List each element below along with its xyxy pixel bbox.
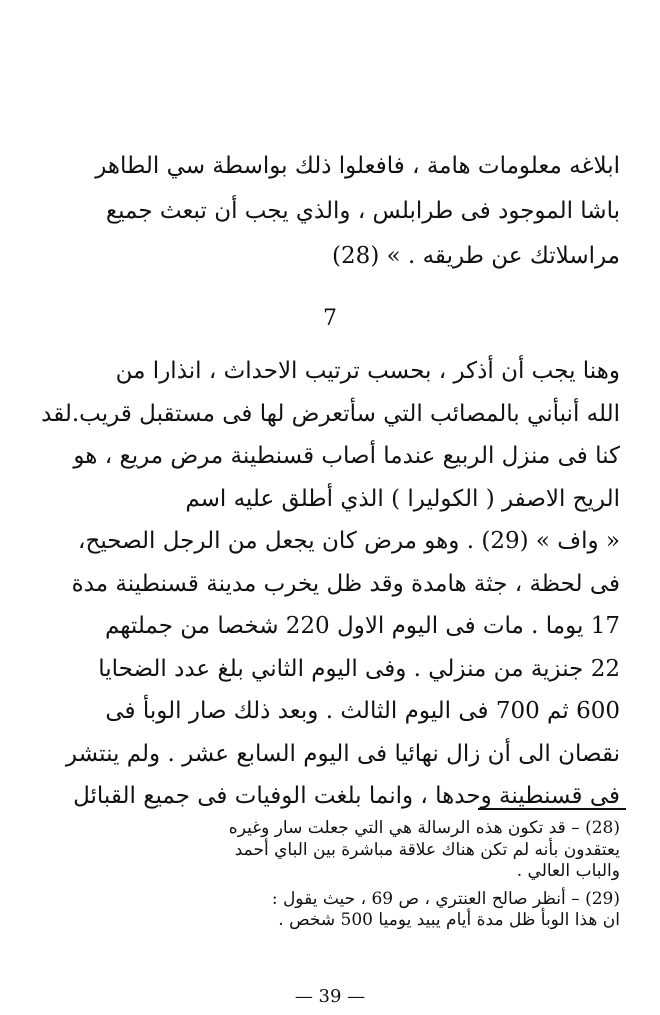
paragraph-section-7 — [41, 350, 620, 818]
text-line: الريح الاصفر ( الكوليرا ) الذي أطلق عليه اسم — [185, 485, 620, 512]
footnote-line: والباب العالي . — [516, 861, 620, 881]
text-line: الله أنبأني بالمصائب التي سأتعرض لها فى مستقبل قريب.لقد — [41, 400, 620, 427]
text-line: 22 جنزية من منزلي . وفى اليوم الثاني بلغ عدد الضحايا — [98, 655, 620, 682]
text-line: مراسلاتك عن طريقه . » (28) — [332, 243, 620, 269]
text-line: 600 ثم 700 فى اليوم الثالث . وبعد ذلك صار الوبأ فى — [105, 698, 620, 724]
text-line: باشا الموجود فى طرابلس ، والذي يجب أن تبعث جميع — [105, 198, 620, 224]
paragraph-continued — [95, 144, 620, 279]
text-line: « واف » (29) . وهو مرض كان يجعل من الرجل الصحيح، — [78, 528, 620, 554]
footnote-29 — [115, 889, 620, 932]
text-line: فى قسنطينة وحدها ، وانما بلغت الوفيات فى جميع القبائل — [73, 783, 620, 809]
text-line: كنا فى منزل الربيع عندما أصاب قسنطينة مرض مريع ، هو — [73, 443, 620, 469]
footnote-line: (29) – أنظر صالح العنتري ، ص 69 ، حيث يقول : — [271, 888, 620, 909]
footnote-28 — [115, 818, 620, 883]
text-line: فى لحظة ، جثة هامدة وقد ظل يخرب مدينة قسنطينة مدة — [71, 570, 620, 597]
footnotes — [115, 818, 620, 938]
text-line: ابلاغه معلومات هامة ، فافعلوا ذلك بواسطة سي الطاهر — [95, 153, 620, 179]
page-number: — 39 — — [294, 986, 366, 1007]
text-line: نقصان الى أن زال نهائيا فى اليوم السابع عشر . ولم ينتشر — [65, 740, 620, 767]
section-number: 7 — [323, 306, 337, 331]
footnote-divider — [478, 808, 626, 810]
footnote-line: يعتقدون بأنه لم تكن هناك علاقة مباشرة بين الباي أحمد — [234, 839, 620, 860]
footnote-line: ان هذا الوبأ ظل مدة أيام يبيد يوميا 500 شخص . — [278, 910, 620, 930]
footnote-line: (28) – قد تكون هذه الرسالة هي التي جعلت سار وغيره — [228, 818, 620, 838]
text-line: وهنا يجب أن أذكر ، بحسب ترتيب الاحداث ، انذارا من — [115, 358, 620, 384]
text-line: 17 يوما . مات فى اليوم الاول 220 شخصا من جملتهم — [104, 613, 620, 639]
